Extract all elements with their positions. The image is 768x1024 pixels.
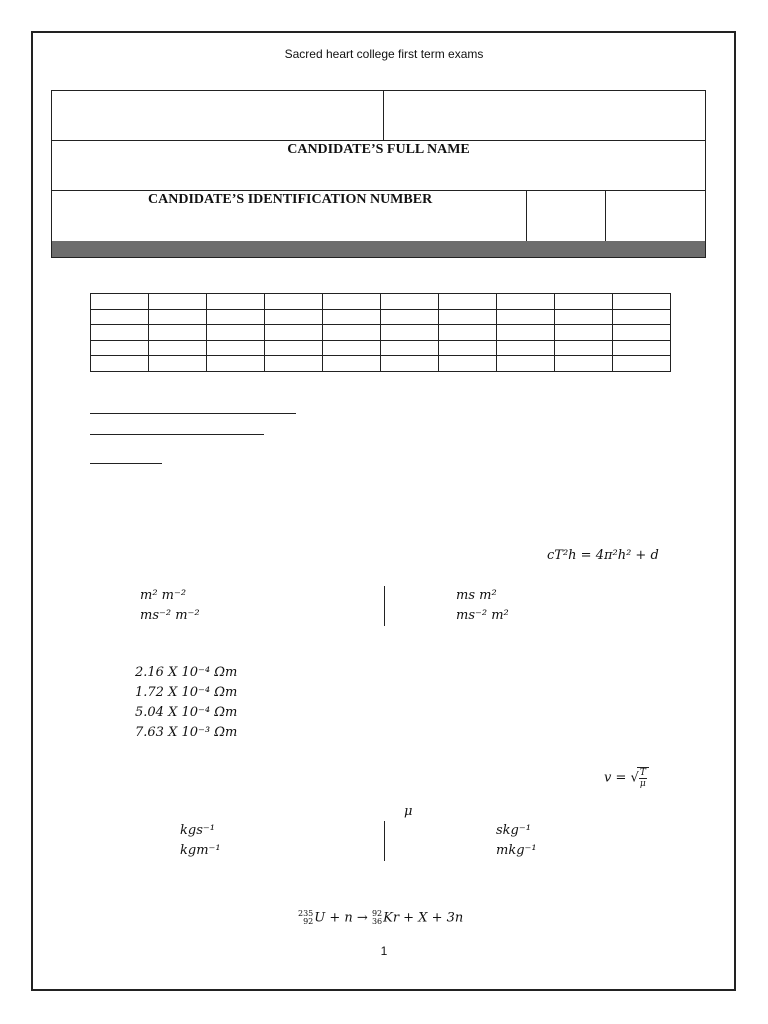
full-name-label: CANDIDATE’S FULL NAME — [287, 142, 470, 157]
grid-cell[interactable] — [613, 294, 671, 310]
grid-cell[interactable] — [555, 294, 613, 310]
divider — [52, 140, 705, 141]
grid-cell[interactable] — [323, 356, 381, 372]
grid-cell[interactable] — [555, 325, 613, 341]
grid-cell[interactable] — [207, 325, 265, 341]
school-name-field[interactable] — [52, 91, 382, 139]
grid-cell[interactable] — [439, 356, 497, 372]
grid-cell[interactable] — [555, 356, 613, 372]
grid-cell[interactable] — [381, 356, 439, 372]
grid-cell[interactable] — [91, 325, 149, 341]
id-number-cell-1[interactable] — [527, 191, 604, 241]
grid-cell[interactable] — [497, 356, 555, 372]
equation-part: Kr + X + 3n — [383, 910, 464, 926]
grid-cell[interactable] — [149, 356, 207, 372]
grid-cell[interactable] — [381, 340, 439, 356]
grid-cell[interactable] — [149, 294, 207, 310]
shaded-bar — [52, 241, 705, 257]
grid-cell[interactable] — [265, 325, 323, 341]
grid-cell[interactable] — [323, 294, 381, 310]
option-a[interactable]: m² m⁻² — [140, 588, 187, 603]
grid-cell[interactable] — [555, 340, 613, 356]
grid-cell[interactable] — [439, 309, 497, 325]
grid-cell[interactable] — [265, 340, 323, 356]
sqrt-sign: √ — [630, 770, 639, 786]
q3-equation-lhs: v = — [604, 770, 627, 786]
uranium-mass-number: 235 — [298, 909, 314, 918]
grid-cell[interactable] — [613, 325, 671, 341]
option-a[interactable]: kgs⁻¹ — [180, 823, 215, 838]
id-number-label: CANDIDATE’S IDENTIFICATION NUMBER — [148, 192, 433, 207]
grid-cell[interactable] — [207, 309, 265, 325]
krypton-atomic-number: 36 — [371, 917, 383, 926]
id-number-cell-2[interactable] — [606, 191, 704, 241]
grid-cell[interactable] — [613, 309, 671, 325]
q3-options-left — [180, 821, 221, 861]
krypton-nuclide-indices — [372, 910, 382, 926]
option-d[interactable]: ms⁻² m² — [456, 608, 509, 623]
option-d[interactable]: mkg⁻¹ — [496, 843, 537, 858]
grid-cell[interactable] — [323, 325, 381, 341]
grid-cell[interactable] — [497, 294, 555, 310]
fraction-numerator: T — [639, 768, 646, 778]
grid-cell[interactable] — [323, 309, 381, 325]
grid-cell[interactable] — [439, 340, 497, 356]
grid-cell[interactable] — [207, 294, 265, 310]
grid-cell[interactable] — [149, 340, 207, 356]
uranium-atomic-number: 92 — [303, 917, 314, 926]
page-header-title: Sacred heart college first term exams — [284, 47, 484, 61]
option-b[interactable]: kgm⁻¹ — [180, 843, 221, 858]
grid-cell[interactable] — [497, 309, 555, 325]
candidate-info-box — [51, 90, 706, 258]
option-b[interactable]: ms⁻² m⁻² — [140, 608, 200, 623]
grid-cell[interactable] — [91, 340, 149, 356]
q4-nuclear-equation — [298, 910, 463, 926]
grid-row — [91, 340, 671, 356]
krypton-mass-number: 92 — [371, 909, 383, 918]
page-number: 1 — [380, 944, 388, 958]
grid-cell[interactable] — [265, 356, 323, 372]
grid-row — [91, 309, 671, 325]
grid-cell[interactable] — [91, 356, 149, 372]
uranium-nuclide-indices — [298, 910, 313, 926]
option-d[interactable]: 7.63 X 10⁻³ Ωm — [135, 725, 238, 740]
grid-cell[interactable] — [91, 309, 149, 325]
q1-equation: cT²h = 4π²h² + d — [547, 548, 659, 563]
q1-options-left — [140, 586, 200, 626]
class-field[interactable] — [384, 91, 704, 139]
option-a[interactable]: 2.16 X 10⁻⁴ Ωm — [135, 665, 238, 680]
grid-row — [91, 325, 671, 341]
grid-cell[interactable] — [323, 340, 381, 356]
option-c[interactable]: ms m² — [456, 588, 497, 603]
q2-options — [135, 663, 237, 743]
column-divider — [384, 586, 385, 626]
grid-cell[interactable] — [613, 340, 671, 356]
sqrt-radicand — [637, 767, 649, 789]
q1-options-right — [456, 586, 509, 626]
grid-cell[interactable] — [381, 325, 439, 341]
grid-cell[interactable] — [439, 294, 497, 310]
grid-cell[interactable] — [91, 294, 149, 310]
grid-cell[interactable] — [555, 309, 613, 325]
grid-cell[interactable] — [149, 309, 207, 325]
grid-cell[interactable] — [207, 356, 265, 372]
q3-equation — [604, 767, 649, 789]
fraction-denominator: μ — [639, 779, 646, 789]
grid-cell[interactable] — [265, 309, 323, 325]
column-divider — [384, 821, 385, 861]
grid-cell[interactable] — [497, 325, 555, 341]
grid-cell[interactable] — [149, 325, 207, 341]
q3-options-right — [496, 821, 537, 861]
fraction — [639, 768, 647, 789]
grid-cell[interactable] — [381, 294, 439, 310]
grid-cell[interactable] — [265, 294, 323, 310]
grid-cell[interactable] — [439, 325, 497, 341]
underline-rule — [90, 434, 264, 435]
grid-row — [91, 356, 671, 372]
option-b[interactable]: 1.72 X 10⁻⁴ Ωm — [135, 685, 238, 700]
marks-grid — [90, 293, 671, 372]
grid-cell[interactable] — [381, 309, 439, 325]
option-c[interactable]: 5.04 X 10⁻⁴ Ωm — [135, 705, 238, 720]
grid-cell[interactable] — [207, 340, 265, 356]
option-c[interactable]: skg⁻¹ — [496, 823, 531, 838]
underline-rule — [90, 463, 162, 464]
grid-cell[interactable] — [613, 356, 671, 372]
equation-part: U + n → — [314, 910, 368, 926]
underline-rule — [90, 413, 296, 414]
grid-cell[interactable] — [497, 340, 555, 356]
grid-row — [91, 294, 671, 310]
q3-mu-symbol: μ — [404, 804, 413, 819]
